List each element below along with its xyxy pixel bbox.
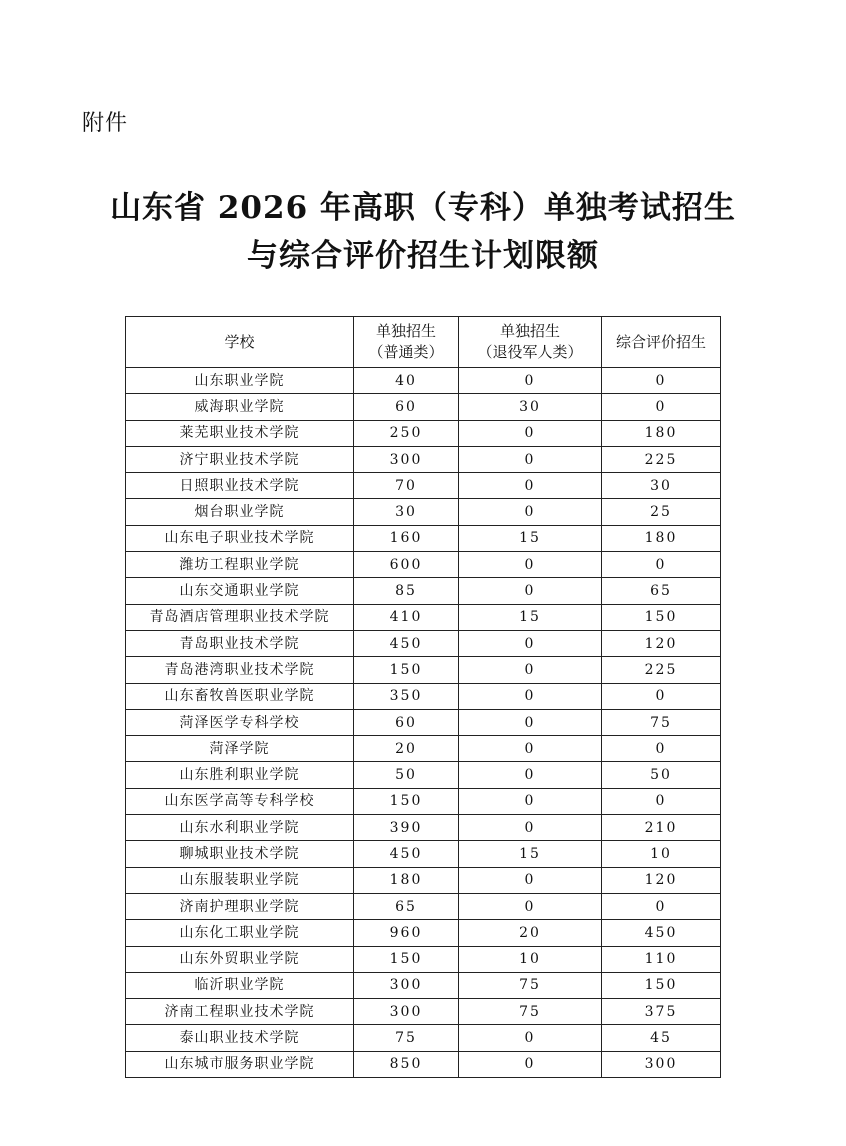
table-row [126,552,721,578]
enrollment-quota-table [125,316,721,1078]
school-cell: 山东交通职业学院 [126,578,354,604]
table-row [126,1025,721,1051]
school-cell: 青岛职业技术学院 [126,630,354,656]
document-title [0,184,846,280]
school-cell: 青岛港湾职业技术学院 [126,657,354,683]
title-line-2: 与综合评价招生计划限额 [247,238,599,274]
school-cell: 山东化工职业学院 [126,920,354,946]
table-row [126,525,721,551]
title-line-1: 山东省 2026 年高职（专科）单独考试招生 [110,190,736,226]
table-row [126,788,721,814]
header-school-label: 学校 [224,332,255,351]
school-cell: 莱芜职业技术学院 [126,420,354,446]
comprehensive-cell: 0 [602,736,721,762]
single-veteran-cell: 0 [459,1051,602,1077]
comprehensive-cell: 120 [602,867,721,893]
single-general-cell: 250 [354,420,459,446]
single-general-cell: 300 [354,999,459,1025]
school-cell: 山东职业学院 [126,368,354,394]
school-cell: 菏泽学院 [126,736,354,762]
table-row [126,999,721,1025]
school-cell: 青岛酒店管理职业技术学院 [126,604,354,630]
table-row [126,630,721,656]
table-row [126,446,721,472]
table-row [126,709,721,735]
comprehensive-cell: 180 [602,525,721,551]
single-veteran-cell: 75 [459,972,602,998]
single-veteran-cell: 15 [459,525,602,551]
single-general-cell: 30 [354,499,459,525]
header-single-veteran-line2: （退役军人类） [477,343,583,361]
comprehensive-cell: 450 [602,920,721,946]
header-comprehensive-label: 综合评价招生 [615,332,706,351]
single-general-cell: 160 [354,525,459,551]
comprehensive-cell: 210 [602,815,721,841]
single-veteran-cell: 0 [459,578,602,604]
header-comprehensive [602,317,721,368]
single-general-cell: 60 [354,709,459,735]
comprehensive-cell: 300 [602,1051,721,1077]
school-cell: 山东医学高等专科学校 [126,788,354,814]
single-general-cell: 410 [354,604,459,630]
school-cell: 烟台职业学院 [126,499,354,525]
single-veteran-cell: 15 [459,604,602,630]
school-cell: 山东水利职业学院 [126,815,354,841]
school-cell: 潍坊工程职业学院 [126,552,354,578]
single-general-cell: 150 [354,788,459,814]
header-single-general [354,317,459,368]
single-veteran-cell: 0 [459,630,602,656]
table-row [126,394,721,420]
school-cell: 山东外贸职业学院 [126,946,354,972]
single-general-cell: 600 [354,552,459,578]
single-veteran-cell: 0 [459,1025,602,1051]
single-veteran-cell: 0 [459,368,602,394]
header-single-general-line1: 单独招生 [375,322,436,340]
comprehensive-cell: 0 [602,394,721,420]
header-single-veteran [459,317,602,368]
table-row [126,683,721,709]
single-veteran-cell: 0 [459,552,602,578]
single-veteran-cell: 15 [459,841,602,867]
single-general-cell: 150 [354,946,459,972]
comprehensive-cell: 375 [602,999,721,1025]
header-single-veteran-line1: 单独招生 [499,322,560,340]
single-veteran-cell: 0 [459,815,602,841]
comprehensive-cell: 75 [602,709,721,735]
comprehensive-cell: 0 [602,552,721,578]
single-veteran-cell: 0 [459,709,602,735]
single-general-cell: 50 [354,762,459,788]
comprehensive-cell: 50 [602,762,721,788]
school-cell: 菏泽医学专科学校 [126,709,354,735]
single-veteran-cell: 0 [459,420,602,446]
header-single-general-line2: （普通类） [368,343,444,361]
single-general-cell: 60 [354,394,459,420]
single-veteran-cell: 0 [459,657,602,683]
table-row [126,1051,721,1077]
table-header [126,317,721,368]
single-veteran-cell: 0 [459,499,602,525]
single-general-cell: 75 [354,1025,459,1051]
school-cell: 威海职业学院 [126,394,354,420]
table-row [126,867,721,893]
attachment-label: 附件 [82,111,129,136]
table-row [126,578,721,604]
table-body [126,368,721,1078]
single-general-cell: 85 [354,578,459,604]
single-general-cell: 150 [354,657,459,683]
table-row [126,815,721,841]
school-cell: 山东服装职业学院 [126,867,354,893]
single-veteran-cell: 0 [459,867,602,893]
table-row [126,736,721,762]
comprehensive-cell: 150 [602,972,721,998]
school-cell: 济宁职业技术学院 [126,446,354,472]
table-row [126,841,721,867]
school-cell: 泰山职业技术学院 [126,1025,354,1051]
comprehensive-cell: 180 [602,420,721,446]
single-general-cell: 450 [354,630,459,656]
single-general-cell: 300 [354,446,459,472]
table-row [126,499,721,525]
single-veteran-cell: 0 [459,893,602,919]
single-general-cell: 960 [354,920,459,946]
school-cell: 临沂职业学院 [126,972,354,998]
single-general-cell: 850 [354,1051,459,1077]
single-general-cell: 390 [354,815,459,841]
comprehensive-cell: 0 [602,368,721,394]
table-row [126,762,721,788]
school-cell: 济南护理职业学院 [126,893,354,919]
school-cell: 山东畜牧兽医职业学院 [126,683,354,709]
single-veteran-cell: 0 [459,788,602,814]
table-row [126,368,721,394]
table-row [126,920,721,946]
comprehensive-cell: 110 [602,946,721,972]
table-row [126,420,721,446]
comprehensive-cell: 65 [602,578,721,604]
single-veteran-cell: 0 [459,446,602,472]
single-veteran-cell: 0 [459,683,602,709]
single-general-cell: 65 [354,893,459,919]
school-cell: 济南工程职业技术学院 [126,999,354,1025]
table-row [126,972,721,998]
single-general-cell: 350 [354,683,459,709]
single-general-cell: 20 [354,736,459,762]
table-row [126,604,721,630]
comprehensive-cell: 25 [602,499,721,525]
school-cell: 日照职业技术学院 [126,473,354,499]
comprehensive-cell: 0 [602,893,721,919]
comprehensive-cell: 150 [602,604,721,630]
table-row [126,893,721,919]
single-veteran-cell: 0 [459,736,602,762]
single-general-cell: 450 [354,841,459,867]
comprehensive-cell: 10 [602,841,721,867]
comprehensive-cell: 30 [602,473,721,499]
single-veteran-cell: 0 [459,473,602,499]
table-row [126,657,721,683]
header-school [126,317,354,368]
school-cell: 山东胜利职业学院 [126,762,354,788]
single-general-cell: 70 [354,473,459,499]
single-veteran-cell: 10 [459,946,602,972]
school-cell: 聊城职业技术学院 [126,841,354,867]
single-veteran-cell: 30 [459,394,602,420]
header-row [126,317,721,368]
single-general-cell: 300 [354,972,459,998]
comprehensive-cell: 225 [602,657,721,683]
comprehensive-cell: 120 [602,630,721,656]
single-veteran-cell: 0 [459,762,602,788]
comprehensive-cell: 0 [602,683,721,709]
single-veteran-cell: 20 [459,920,602,946]
school-cell: 山东城市服务职业学院 [126,1051,354,1077]
school-cell: 山东电子职业技术学院 [126,525,354,551]
single-veteran-cell: 75 [459,999,602,1025]
single-general-cell: 40 [354,368,459,394]
comprehensive-cell: 0 [602,788,721,814]
comprehensive-cell: 225 [602,446,721,472]
single-general-cell: 180 [354,867,459,893]
comprehensive-cell: 45 [602,1025,721,1051]
table-row [126,473,721,499]
table-row [126,946,721,972]
